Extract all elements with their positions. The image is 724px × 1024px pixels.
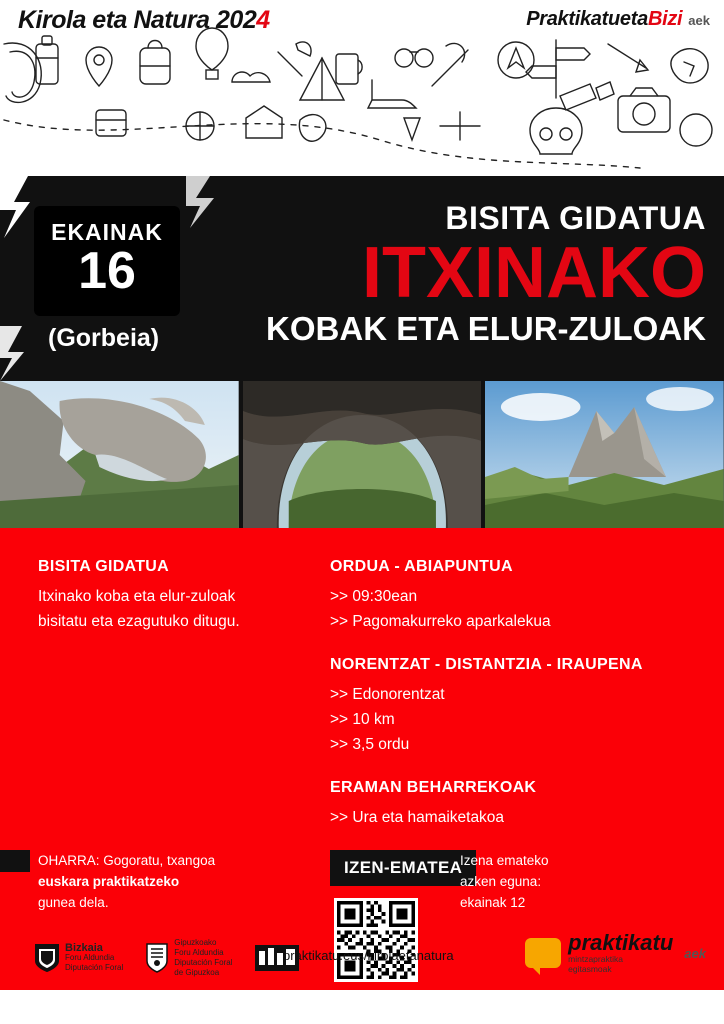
brand-praktikatu-eta-bizi: PraktikatuetaBizi aek (526, 8, 710, 30)
photo-strip (0, 381, 724, 528)
poster-header (0, 0, 724, 176)
bizkaia-shield-icon (34, 943, 60, 973)
page-title: Kirola eta Natura 2024 (18, 6, 270, 34)
note-line-3: gunea dela. (38, 895, 109, 910)
note-line-1: OHARRA: Gogoratu, txangoa (38, 853, 216, 868)
time-start-item-2: >> Pagomakurreko aparkalekua (330, 613, 551, 630)
deadline-line-2: azken eguna: (460, 874, 542, 889)
visit-info-column (330, 558, 690, 830)
time-start-heading: ORDUA - ABIAPUNTUA (330, 558, 513, 575)
note-bold: euskara praktikatzeko (38, 874, 180, 889)
visit-description-column (38, 558, 303, 634)
logo-bizkaia (34, 943, 123, 973)
praktikatu-logo-text: praktikatu mintzapraktika egitasmoak (568, 930, 674, 974)
photo-cave-entrance (243, 381, 482, 528)
praktikatu-logo (525, 932, 706, 974)
signup-button[interactable]: IZEN-EMATEA (330, 850, 476, 886)
title-year-accent: 4 (256, 6, 270, 34)
qr-code[interactable] (334, 898, 418, 982)
aek-logo-text: aek (688, 13, 710, 28)
poster-footer (0, 930, 724, 1024)
title-band (0, 176, 724, 381)
time-start-item-1: >> 09:30ean (330, 588, 418, 605)
visit-heading: BISITA GIDATUA (38, 558, 170, 575)
photo-rock-arch (0, 381, 239, 528)
signup-deadline (460, 850, 660, 913)
note-text (38, 850, 293, 913)
event-titles (266, 200, 706, 348)
audience-distance-heading: NORENTZAT - DISTANTZIA - IRAUPENA (330, 656, 643, 673)
visit-text-line-2: bisitatu eta ezagutuko ditugu. (38, 613, 240, 630)
distance-item-2: >> 10 km (330, 711, 395, 728)
gipuzkoa-logo-text: Gipuzkoako Foru Aldundia Diputación Foral de Gipuzkoa (174, 938, 233, 977)
bizkaia-logo-text: Bizkaia Foru Aldundia Diputación Foral (65, 942, 124, 972)
event-day: 16 (78, 242, 136, 300)
duration-item-3: >> 3,5 ordu (330, 736, 410, 753)
photo-mountain-ridge (485, 381, 724, 528)
visit-text-line-1: Itxinako koba eta elur-zuloak (38, 588, 236, 605)
deadline-line-3: ekainak 12 (460, 895, 526, 910)
bring-item-1: >> Ura eta hamaiketakoa (330, 809, 505, 826)
sponsor-logos (34, 938, 299, 978)
logo-gipuzkoa (145, 938, 232, 978)
details-section (0, 528, 724, 850)
website-url[interactable]: praktikatu.eus/kirolaetanatura (283, 948, 454, 963)
event-place: (Gorbeia) (48, 324, 160, 352)
event-subtitle-top: BISITA GIDATUA (445, 200, 706, 236)
event-main-title: ITXINAKO (361, 233, 706, 313)
deadline-line-1: Izena emateko (460, 853, 549, 868)
event-subtitle-bottom: KOBAK ETA ELUR-ZULOAK (266, 310, 706, 347)
bring-heading: ERAMAN BEHARREKOAK (330, 779, 537, 796)
note-marker (0, 850, 30, 872)
gipuzkoa-shield-icon (145, 943, 169, 973)
speech-bubble-icon (525, 938, 561, 968)
event-date-box (34, 206, 180, 316)
aek-footer-logo: aek (684, 945, 706, 961)
audience-item-1: >> Edonorentzat (330, 686, 445, 703)
event-month: EKAINAK (51, 219, 163, 245)
